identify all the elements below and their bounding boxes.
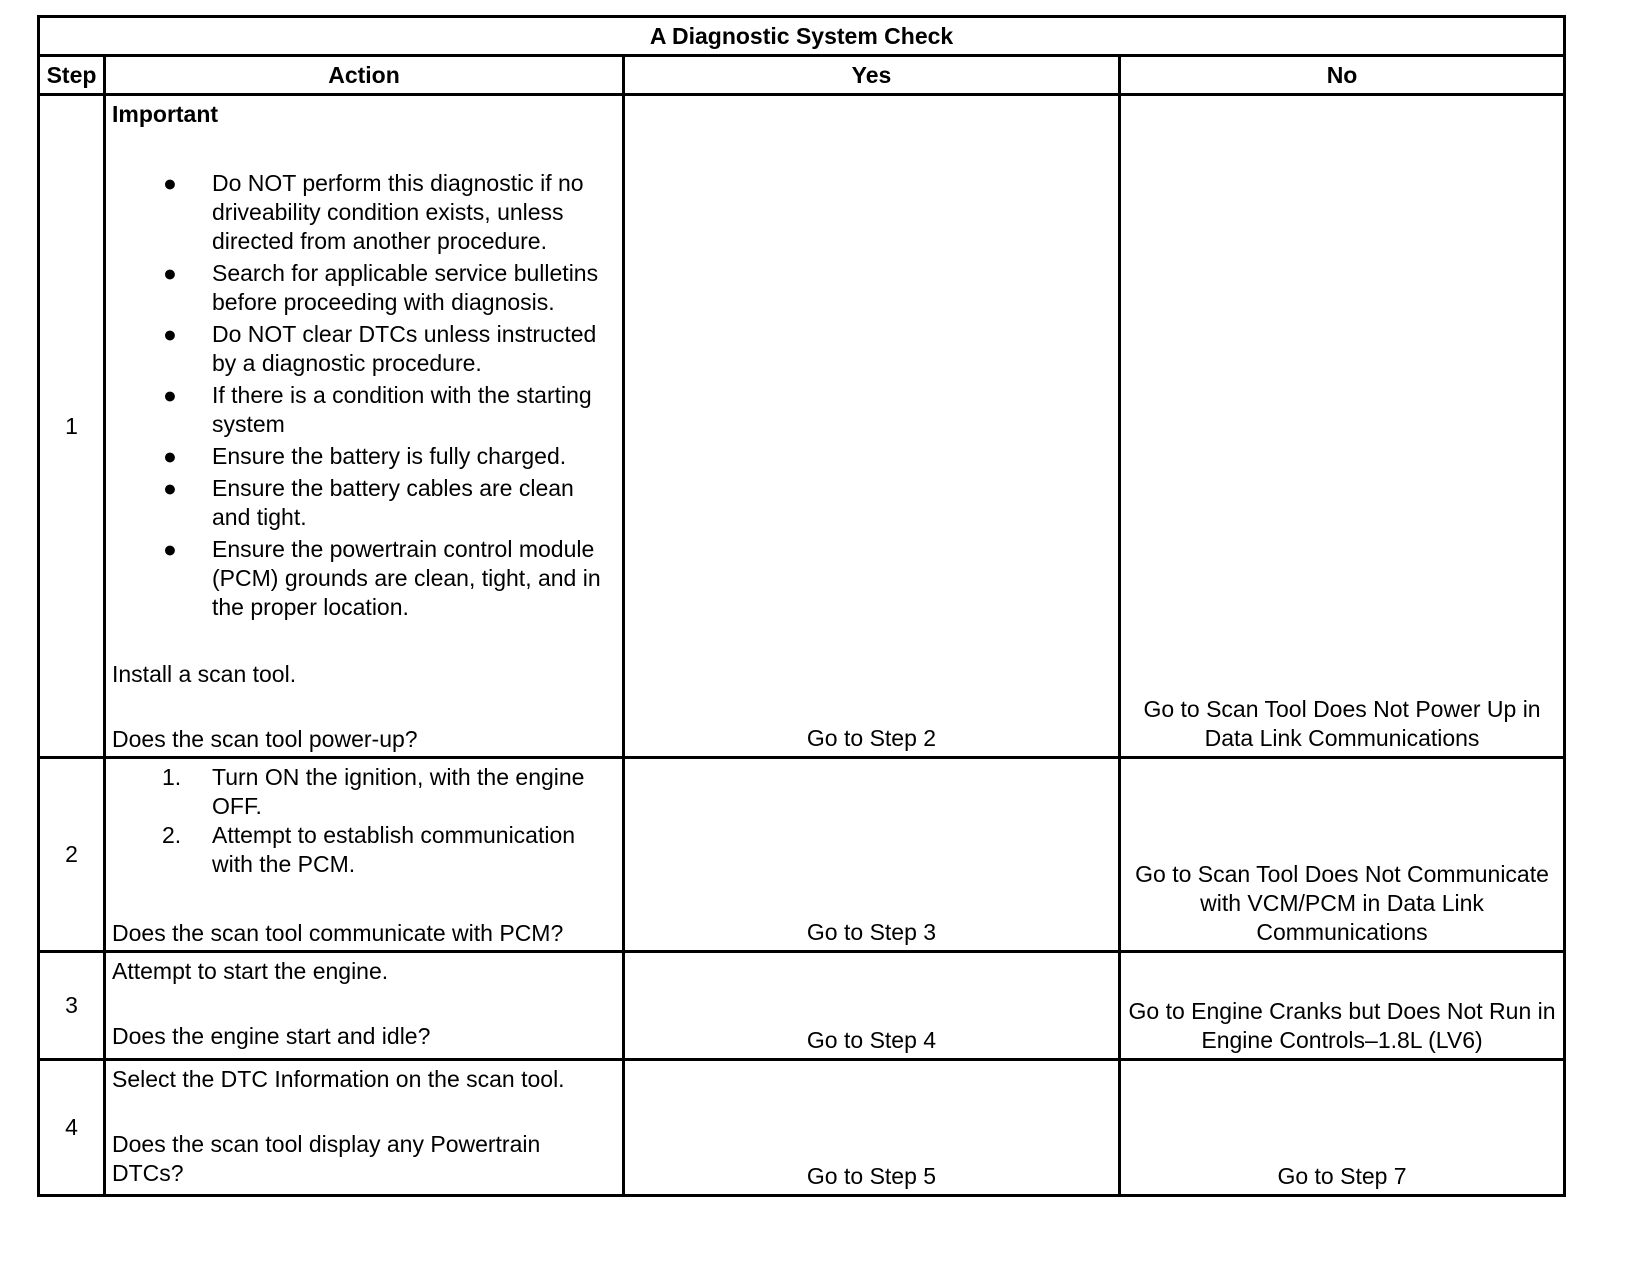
bullet-icon: ●	[163, 475, 177, 501]
list-item	[112, 259, 616, 317]
bullet-text: Ensure the battery cables are clean and tight.	[212, 475, 574, 530]
title-row	[39, 17, 1565, 56]
step-number: 2	[39, 758, 105, 952]
header-action: Action	[105, 56, 624, 95]
table-row	[39, 95, 1565, 758]
action-question: Does the scan tool communicate with PCM?	[112, 920, 564, 946]
bullet-text: Do NOT clear DTCs unless instructed by a diagnostic procedure.	[212, 321, 597, 376]
list-item	[112, 442, 616, 471]
step-index: 2.	[162, 822, 182, 848]
bullet-text: Do NOT perform this diagnostic if no driveability condition exists, unless directed from another procedure.	[212, 170, 584, 254]
no-result: Go to Scan Tool Does Not Power Up in Data Link Communications	[1120, 95, 1565, 758]
bullet-icon: ●	[163, 443, 177, 469]
bullet-text: If there is a condition with the starting system	[212, 382, 592, 437]
yes-result: Go to Step 2	[624, 95, 1120, 758]
action-cell	[105, 758, 624, 952]
diagnostic-table	[37, 15, 1566, 1197]
action-question: Does the engine start and idle?	[112, 1023, 431, 1049]
list-item	[112, 320, 616, 378]
bullet-text: Ensure the powertrain control module (PCM) grounds are clean, tight, and in the proper location.	[212, 536, 601, 620]
header-row	[39, 56, 1565, 95]
bullet-icon: ●	[163, 170, 177, 196]
header-step: Step	[39, 56, 105, 95]
no-result: Go to Step 7	[1120, 1060, 1565, 1196]
no-result: Go to Engine Cranks but Does Not Run in Engine Controls–1.8L (LV6)	[1120, 952, 1565, 1060]
action-cell	[105, 1060, 624, 1196]
bullet-text: Search for applicable service bulletins before proceeding with diagnosis.	[212, 260, 599, 315]
action-question: Does the scan tool display any Powertrain DTCs?	[112, 1131, 541, 1186]
important-label: Important	[112, 101, 219, 127]
list-item	[112, 381, 616, 439]
step-number: 4	[39, 1060, 105, 1196]
yes-result: Go to Step 4	[624, 952, 1120, 1060]
step-number: 1	[39, 95, 105, 758]
table-row	[39, 952, 1565, 1060]
yes-result: Go to Step 5	[624, 1060, 1120, 1196]
no-result: Go to Scan Tool Does Not Communicate with VCM/PCM in Data Link Communications	[1120, 758, 1565, 952]
list-item	[112, 763, 616, 821]
important-bullet-list	[112, 169, 616, 622]
bullet-icon: ●	[163, 382, 177, 408]
action-instruction: Select the DTC Information on the scan tool.	[112, 1066, 565, 1092]
header-yes: Yes	[624, 56, 1120, 95]
bullet-icon: ●	[163, 321, 177, 347]
step-text: Attempt to establish communication with the PCM.	[212, 822, 576, 877]
list-item	[112, 821, 616, 879]
action-instruction: Install a scan tool.	[112, 661, 297, 687]
list-item	[112, 169, 616, 256]
bullet-icon: ●	[163, 260, 177, 286]
action-cell	[105, 952, 624, 1060]
action-instruction: Attempt to start the engine.	[112, 958, 389, 984]
bullet-icon: ●	[163, 536, 177, 562]
table-title: A Diagnostic System Check	[39, 17, 1565, 56]
header-no: No	[1120, 56, 1565, 95]
step-number: 3	[39, 952, 105, 1060]
action-question: Does the scan tool power-up?	[112, 726, 418, 752]
list-item	[112, 474, 616, 532]
step-index: 1.	[162, 764, 182, 790]
bullet-text: Ensure the battery is fully charged.	[212, 443, 567, 469]
list-item	[112, 535, 616, 622]
yes-result: Go to Step 3	[624, 758, 1120, 952]
action-cell	[105, 95, 624, 758]
numbered-step-list	[112, 763, 616, 879]
table-row	[39, 758, 1565, 952]
step-text: Turn ON the ignition, with the engine OFF.	[212, 764, 585, 819]
table-row	[39, 1060, 1565, 1196]
